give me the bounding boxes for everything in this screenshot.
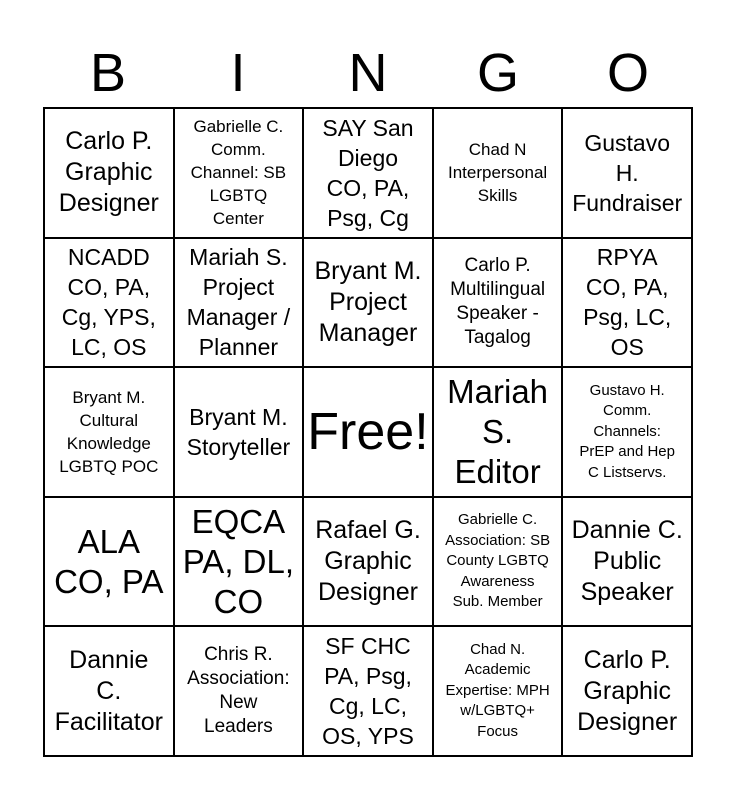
header-letter-g: G [476, 43, 519, 103]
bingo-cell[interactable] [44, 108, 174, 238]
bingo-header [43, 38, 693, 108]
cell-text: Carlo P. Graphic Designer [58, 127, 159, 218]
cell-text: SAY San Diego CO, PA, Psg, Cg [322, 114, 414, 231]
header-letter-i: I [230, 43, 246, 103]
header-letter-b: B [89, 43, 127, 103]
cell-text: Gustavo H. Fundraiser [572, 129, 683, 216]
header-letter-n: N [348, 43, 388, 103]
cell-text: Gabrielle C. Comm. Channel: SB LGBTQ Center [190, 117, 287, 229]
cell-text: Mariah S. Project Manager / Planner [186, 244, 291, 361]
bingo-cell[interactable] [433, 497, 563, 627]
bingo-cell[interactable] [433, 367, 563, 497]
bingo-cell[interactable] [303, 497, 433, 627]
bingo-cell[interactable] [174, 497, 304, 627]
free-space-text: Free! [307, 402, 429, 461]
bingo-cell[interactable] [433, 626, 563, 756]
cell-text: EQCA PA, DL, CO [182, 502, 295, 620]
cell-text: Bryant M. Project Manager [314, 256, 422, 347]
bingo-cell[interactable] [44, 367, 174, 497]
cell-text: Mariah S. Editor [447, 372, 549, 490]
bingo-cell[interactable] [562, 497, 692, 627]
cell-text: Chad N. Academic Expertise: MPH w/LGBTQ+ Focus [445, 640, 550, 740]
cell-text: Gabrielle C. Association: SB County LGBTQ Awareness Sub. Member [445, 511, 551, 611]
header-letter-o: O [606, 43, 649, 103]
cell-text: Bryant M. Storyteller [186, 403, 291, 460]
cell-text: Bryant M. Cultural Knowledge LGBTQ POC [59, 387, 159, 476]
cell-text: ALA CO, PA [54, 522, 164, 600]
bingo-cell[interactable] [303, 626, 433, 756]
bingo-cell[interactable] [174, 626, 304, 756]
free-space[interactable] [303, 367, 433, 497]
bingo-grid [43, 107, 693, 757]
cell-text: Carlo P. Graphic Designer [577, 645, 678, 736]
bingo-cell[interactable] [174, 238, 304, 368]
bingo-cell[interactable] [44, 497, 174, 627]
bingo-cell[interactable] [562, 367, 692, 497]
bingo-cell[interactable] [303, 108, 433, 238]
cell-text: Carlo P. Multilingual Speaker - Tagalog [450, 255, 546, 349]
bingo-cell[interactable] [174, 367, 304, 497]
bingo-cell[interactable] [174, 108, 304, 238]
cell-text: Chris R. Association: New Leaders [187, 644, 290, 738]
cell-text: Dannie C. Public Speaker [571, 516, 683, 607]
cell-text: NCADD CO, PA, Cg, YPS, LC, OS [61, 244, 156, 361]
cell-text: Dannie C. Facilitator [54, 645, 163, 736]
bingo-cell[interactable] [562, 626, 692, 756]
cell-text: Rafael G. Graphic Designer [315, 516, 421, 607]
bingo-cell[interactable] [303, 238, 433, 368]
cell-text: RPYA CO, PA, Psg, LC, OS [583, 244, 672, 361]
bingo-cell[interactable] [562, 108, 692, 238]
bingo-cell[interactable] [433, 238, 563, 368]
bingo-cell[interactable] [562, 238, 692, 368]
cell-text: Gustavo H. Comm. Channels: PrEP and Hep C Listservs. [579, 381, 675, 481]
cell-text: SF CHC PA, Psg, Cg, LC, OS, YPS [322, 633, 414, 750]
cell-text: Chad N Interpersonal Skills [447, 140, 548, 206]
bingo-cell[interactable] [44, 626, 174, 756]
bingo-cell[interactable] [44, 238, 174, 368]
bingo-cell[interactable] [433, 108, 563, 238]
